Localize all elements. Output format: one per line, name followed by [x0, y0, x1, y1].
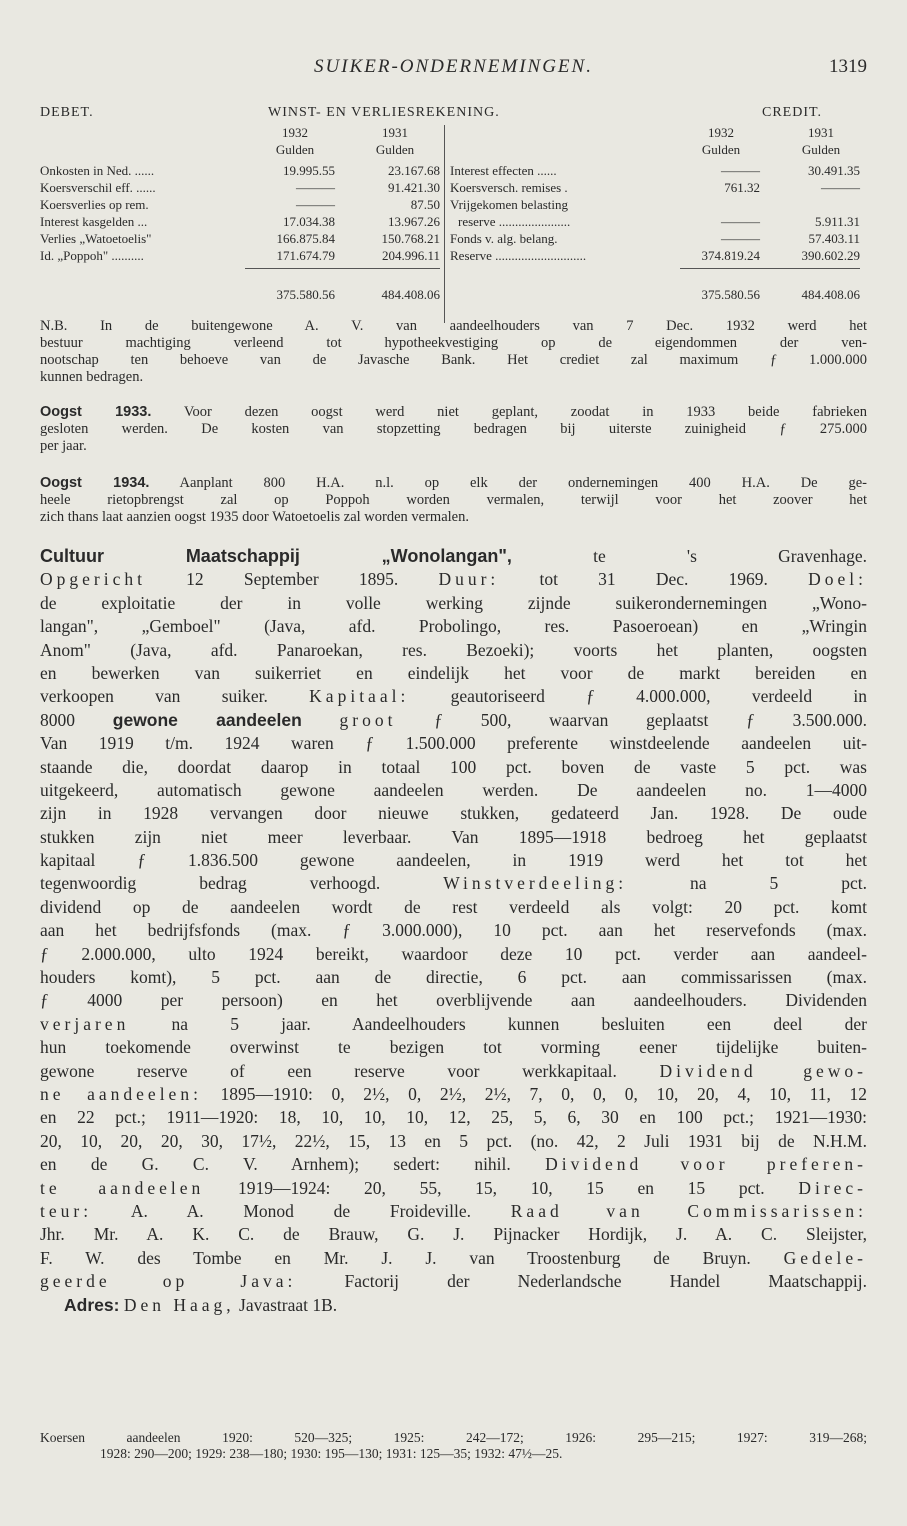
debit-description: Koersverschil eff. ......	[40, 180, 156, 195]
entry-text: verkoopen van suiker.	[40, 686, 310, 707]
debit-1931: 204.996.11	[381, 248, 440, 263]
nb-line: bestuur machtiging verleend tot hypotheekvestiging op de eigendommen der ven-	[40, 335, 867, 351]
credit-label: CREDIT.	[762, 105, 823, 120]
ledger-heading	[40, 105, 870, 125]
entry-line: houders komt), 5 pct. aan de directie, 6 pct. aan commissarissen (max.	[40, 967, 867, 988]
entry-text: A. A. Monod de Froideville.	[92, 1200, 511, 1221]
doel-label: Doel:	[808, 569, 867, 590]
entry-line: ƒ 4000 per persoon) en het overblijvende aan aandeelhouders. Dividenden	[40, 990, 867, 1011]
nb-line: kunnen bedragen.	[40, 369, 144, 385]
entry-text: geautoriseerd ƒ 4.000.000, verdeeld in	[409, 686, 867, 707]
entry-line: Van 1919 t/m. 1924 waren ƒ 1.500.000 preferente winstdeelende aandeelen uit-	[40, 733, 867, 754]
entry-text: ƒ 500, waarvan geplaatst ƒ 3.500.000.	[396, 709, 867, 730]
credit-description: reserve ......................	[458, 214, 571, 229]
entry-line: aan het bedrijfsfonds (max. ƒ 3.000.000), 10 pct. aan het reservefonds (max.	[40, 920, 867, 941]
company-heading	[40, 545, 867, 568]
company-name: Cultuur Maatschappij „Wonolangan",	[40, 546, 512, 566]
oogst-1933-line: per jaar.	[40, 438, 87, 454]
debit-1931: 87.50	[410, 197, 440, 212]
credit-total-1931: 484.408.06	[801, 287, 860, 302]
entry-line	[40, 872, 867, 895]
entry-text: tot 31 Dec. 1969.	[499, 569, 809, 590]
credit-currency-1931: Gulden	[801, 142, 841, 157]
entry-line: Anom" (Java, afd. Panaroekan, res. Bezoeki); voorts het planten, oogsten	[40, 639, 867, 660]
directeur-label: Direc-	[798, 1177, 867, 1198]
preferente-aandeelen-label: te aandeelen	[40, 1177, 205, 1198]
debit-1932: 19.995.55	[283, 163, 335, 178]
debit-description: Id. „Poppoh" ..........	[40, 248, 144, 263]
credit-description: Vrijgekomen belasting	[450, 197, 568, 212]
debit-1931: 150.768.21	[381, 231, 440, 246]
address-street: Javastraat 1B.	[234, 1294, 338, 1315]
adres-label: Adres:	[64, 1294, 120, 1315]
debit-description: Interest kasgelden ...	[40, 214, 148, 229]
aandeelen-label: ne aandeelen:	[40, 1083, 202, 1104]
share-prices	[40, 1430, 867, 1462]
dividend-label: Dividend gewo-	[659, 1060, 867, 1081]
entry-line: kapitaal ƒ 1.836.500 gewone aandeelen, in 1919 werd het tot het	[40, 850, 867, 871]
oogst-1934-note	[40, 475, 867, 526]
oogst-1934-text: Aanplant 800 H.A. n.l. op elk der ondernemingen 400 H.A. De ge-	[149, 475, 867, 491]
entry-text: 8000	[40, 709, 113, 730]
debit-total-rule	[245, 268, 440, 269]
share-prices-line: Koersen aandeelen 1920: 520—325; 1925: 242—172; 1926: 295—215; 1927: 319—268;	[40, 1430, 867, 1445]
entry-line: dividend op de aandeelen wordt de rest verdeeld als volgt: 20 pct. komt	[40, 896, 867, 917]
credit-1931: ———	[821, 180, 860, 195]
debit-description: Koersverlies op rem.	[40, 197, 149, 212]
debit-1931: 91.421.30	[388, 180, 440, 195]
opgericht-label: Opgericht	[40, 569, 146, 590]
entry-line: zijn in 1928 vervangen door nieuwe stukken, gedateerd Jan. 1928. De oude	[40, 803, 867, 824]
debit-description: Verlies „Watoetoelis"	[40, 231, 152, 246]
ledger-row	[40, 230, 870, 247]
debit-total-1932: 375.580.56	[276, 287, 335, 302]
debit-year-1932: 1932	[282, 125, 308, 140]
oogst-1934-label: Oogst 1934.	[40, 475, 150, 491]
credit-year-1931: 1931	[808, 125, 834, 140]
entry-line: hun toekomende overwinst te bezigen tot vorming eener tijdelijke buiten-	[40, 1037, 867, 1058]
ledger-title: WINST- EN VERLIESREKENING.	[268, 105, 500, 120]
oogst-1933-line: gesloten werden. De kosten van stopzetting bedragen bij uiterste zuinigheid ƒ 275.000	[40, 421, 867, 437]
ledger-row	[40, 179, 870, 196]
entry-line	[40, 1200, 867, 1223]
ledger-row	[40, 196, 870, 213]
credit-1931: 5.911.31	[814, 214, 860, 229]
entry-line: en bewerken van suikerriet en eindelijk het voor de markt bereiden en	[40, 662, 867, 683]
entry-line: de exploitatie der in volle werking zijnde suikerondernemingen „Wono-	[40, 592, 867, 613]
debit-total-1931: 484.408.06	[381, 287, 440, 302]
debit-1932: ———	[296, 197, 335, 212]
nb-line: nootschap ten behoeve van de Javasche Bank. Het crediet zal maximum ƒ 1.000.000	[40, 352, 867, 368]
credit-total-rule	[680, 268, 860, 269]
company-entry	[40, 545, 867, 1317]
debit-description: Onkosten in Ned. ......	[40, 163, 155, 178]
entry-line: en 22 pct.; 1911—1920: 18, 10, 10, 10, 12, 25, 5, 6, 30 en 100 pct.; 1921—1930:	[40, 1107, 867, 1128]
debit-currency-1932: Gulden	[275, 142, 315, 157]
entry-text: F. W. des Tombe en Mr. J. J. van Troostenburg de Bruyn.	[40, 1247, 784, 1268]
entry-text: Factorij der Nederlandsche Handel Maatschappij.	[296, 1271, 867, 1292]
debit-label: DEBET.	[40, 105, 94, 120]
groot-label: groot	[339, 709, 397, 730]
credit-description: Reserve ............................	[450, 248, 587, 263]
entry-text: 1919—1924: 20, 55, 15, 10, 15 en 15 pct.	[204, 1177, 799, 1198]
kapitaal-label: Kapitaal:	[309, 686, 410, 707]
share-prices-line: 1928: 290—200; 1929: 238—180; 1930: 195—130; 1931: 125—35; 1932: 47½—25.	[100, 1446, 563, 1461]
credit-1931: 390.602.29	[801, 248, 860, 263]
ledger-row	[40, 247, 870, 264]
debit-1932: 166.875.84	[276, 231, 335, 246]
entry-line	[40, 1270, 867, 1293]
entry-text: na 5 pct.	[627, 873, 867, 894]
company-seat: te 's Gravenhage.	[511, 546, 867, 566]
credit-1932: ———	[721, 214, 760, 229]
entry-text: 1895—1910: 0, 2½, 0, 2½, 2½, 7, 0, 0, 0, 10, 20, 4, 10, 11, 12	[201, 1083, 867, 1104]
dividend-preferent-label: Dividend voor preferen-	[545, 1154, 867, 1175]
debit-year-1931: 1931	[382, 125, 408, 140]
duur-label: Duur:	[438, 569, 500, 590]
oogst-1933-note	[40, 404, 867, 455]
credit-1932: 761.32	[724, 180, 760, 195]
entry-line	[40, 709, 867, 732]
gedelegeerde-label: Gedele-	[783, 1247, 867, 1268]
entry-line	[40, 1083, 867, 1106]
debit-1931: 13.967.26	[388, 214, 440, 229]
debit-1932: 17.034.38	[283, 214, 335, 229]
oogst-1933-line	[40, 404, 867, 421]
entry-line	[40, 568, 867, 591]
entry-line: uitgekeerd, automatisch gewone aandeelen werden. De aandeelen no. 1—4000	[40, 779, 867, 800]
commissarissen-label: Raad van Commissarissen:	[510, 1200, 867, 1221]
oogst-1934-line: zich thans laat aanzien oogst 1935 door Watoetoelis zal worden vermalen.	[40, 509, 469, 525]
credit-total-1932: 375.580.56	[701, 287, 760, 302]
entry-text: tegenwoordig bedrag verhoogd.	[40, 873, 444, 894]
debit-currency-1931: Gulden	[375, 142, 415, 157]
entry-text: gewone reserve of een reserve voor werkkapitaal.	[40, 1060, 660, 1081]
credit-1931: 57.403.11	[808, 231, 860, 246]
entry-line	[40, 685, 867, 708]
entry-text: 12 September 1895.	[145, 569, 439, 590]
entry-line: stukken zijn niet meer leverbaar. Van 1895—1918 bedroeg het geplaatst	[40, 826, 867, 847]
oogst-1934-line	[40, 475, 867, 492]
winstverdeeling-label: Winstverdeeling:	[443, 873, 628, 894]
credit-description: Koersversch. remises .	[450, 180, 568, 195]
ledger-row	[40, 162, 870, 179]
directeur-label-end: teur:	[40, 1200, 93, 1221]
oogst-1933-text: Voor dezen oogst werd niet geplant, zoodat in 1933 beide fabrieken	[151, 404, 867, 420]
credit-description: Fonds v. alg. belang.	[450, 231, 558, 246]
debit-1931: 23.167.68	[388, 163, 440, 178]
nb-line: N.B. In de buitengewone A. V. van aandeelhouders van 7 Dec. 1932 werd het	[40, 318, 867, 334]
ledger-row	[40, 213, 870, 230]
entry-text	[302, 710, 340, 730]
oogst-1934-line: heele rietopbrengst zal op Poppoh worden vermalen, terwijl voor het zoover het	[40, 492, 867, 508]
year-headers	[40, 125, 870, 161]
credit-1932: ———	[721, 231, 760, 246]
credit-currency-1932: Gulden	[701, 142, 741, 157]
oogst-1933-label: Oogst 1933.	[40, 404, 152, 420]
entry-line	[40, 1013, 867, 1036]
entry-line: 20, 10, 20, 20, 30, 17½, 22½, 15, 13 en 5 pct. (no. 42, 2 Juli 1931 bij de N.H.M.	[40, 1130, 867, 1151]
ledger-totals	[40, 287, 870, 304]
page-number: 1319	[829, 56, 867, 77]
credit-1932: ———	[721, 163, 760, 178]
entry-line	[40, 1060, 867, 1083]
entry-line: Jhr. Mr. A. K. C. de Brauw, G. J. Pijnacker Hordijk, J. A. C. Sleijster,	[40, 1224, 867, 1245]
gewone-aandeelen-label: gewone aandeelen	[112, 709, 302, 730]
credit-1932: 374.819.24	[701, 248, 760, 263]
verjaren-label: verjaren	[40, 1013, 130, 1034]
entry-text: en de G. C. V. Arnhem); sedert: nihil.	[40, 1154, 546, 1175]
credit-description: Interest effecten ......	[450, 163, 557, 178]
entry-line: langan", „Gemboel" (Java, afd. Probolingo, res. Pasoeroean) en „Wringin	[40, 616, 867, 637]
nb-note	[40, 318, 867, 386]
credit-1931: 30.491.35	[808, 163, 860, 178]
address-line	[40, 1294, 867, 1317]
entry-line	[40, 1247, 867, 1270]
debit-1932: 171.674.79	[276, 248, 335, 263]
address-city: Den Haag,	[123, 1294, 235, 1315]
running-title: SUIKER-ONDERNEMINGEN.	[314, 56, 593, 77]
entry-line: staande die, doordat daarop in totaal 100 pct. boven de vaste 5 pct. was	[40, 756, 867, 777]
credit-year-1932: 1932	[708, 125, 734, 140]
entry-line	[40, 1177, 867, 1200]
entry-line: ƒ 2.000.000, ulto 1924 bereikt, waardoor deze 10 pct. verder aan aandeel-	[40, 943, 867, 964]
running-header	[0, 56, 907, 86]
entry-text: na 5 jaar. Aandeelhouders kunnen besluiten een deel der	[129, 1013, 867, 1034]
entry-line	[40, 1153, 867, 1176]
debit-1932: ———	[296, 180, 335, 195]
gedelegeerde-label-end: geerde op Java:	[40, 1271, 297, 1292]
